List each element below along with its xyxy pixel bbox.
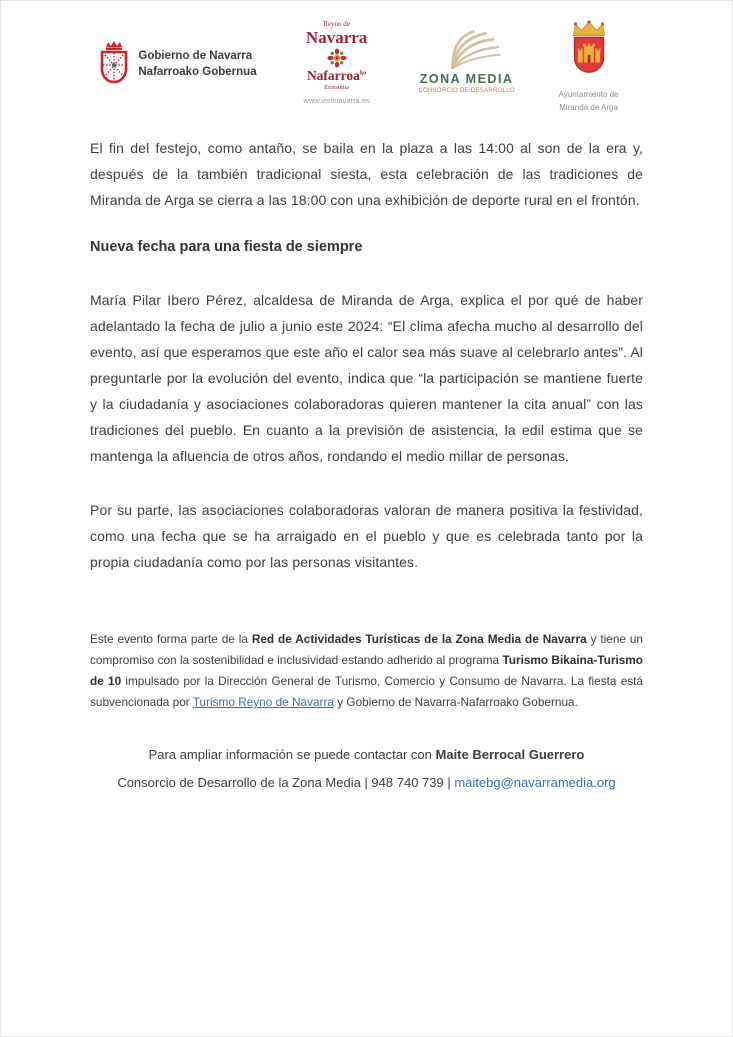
erresuma-label: Erresuma xyxy=(324,83,350,91)
nafarroa-wordmark xyxy=(283,69,391,83)
contact-line-2 xyxy=(90,775,643,790)
footnote-segment: y tiene un compromiso con la sostenibilidad e inclusividad estando adherido al programa xyxy=(90,632,643,667)
miranda-caption xyxy=(543,89,635,115)
nafarroa-suffix: ko xyxy=(359,70,367,77)
reyno-navarra-wordmark: Navarra xyxy=(305,28,368,47)
logo-ayuntamiento-miranda-de-arga xyxy=(543,19,635,115)
footnote-bold-turismo-bikaina: Turismo Bikaina-Turismo de 10 xyxy=(90,653,643,688)
gobierno-navarra-line1: Gobierno de Navarra xyxy=(138,49,253,62)
logo-zona-media xyxy=(417,29,517,94)
visitnavarra-url: www.visitnavarra.es xyxy=(303,96,370,105)
section-heading: Nueva fecha para una fiesta de siempre xyxy=(90,239,363,255)
consorcio-desarrollo-label: CONSORCIO DE DESARROLLO xyxy=(418,88,515,94)
footnote-segment: Este evento forma parte de la xyxy=(90,632,252,646)
paragraph-asociaciones: Por su parte, las asociaciones colaboradoras valoran de manera positiva la festividad, como una fecha que se ha arraigado en el pueblo y que es celebrada tanto por la propia ciudadanía como por las personas visitantes. xyxy=(90,502,643,570)
wheat-fan-icon xyxy=(433,56,501,73)
footnote-segment: impulsado por la Dirección General de Turismo, Comercio y Consumo de Navarra. La fiesta está subvencionada por xyxy=(90,674,643,709)
contact-email-link[interactable]: maitebg@navarramedia.org xyxy=(454,775,616,790)
header-logos xyxy=(1,1,732,121)
footnote-paragraph xyxy=(90,629,643,713)
rosette-icon xyxy=(327,48,347,68)
gobierno-navarra-shield-icon xyxy=(98,39,130,90)
contact-prefix: Para ampliar información se puede contactar con xyxy=(148,747,436,762)
contact-line-1 xyxy=(90,747,643,762)
paragraph-festejo: El fin del festejo, como antaño, se baila en la plaza a las 14:00 al son de la era y, después de la también tradicional siesta, esta celebración de las tradiciones de Miranda de Arga se cierra a las 18:00 con una exhibición de deporte rural en el frontón. xyxy=(90,140,643,208)
logo-gobierno-de-navarra xyxy=(98,39,256,90)
gobierno-navarra-wordmark xyxy=(138,49,256,80)
zona-media-wordmark: ZONA MEDIA xyxy=(419,72,514,86)
paragraph-alcaldesa: María Pilar Ibero Pérez, alcaldesa de Miranda de Arga, explica el por qué de haber adelantado la fecha de julio a junio este 2024: “El clima afecha mucho al desarrollo del evento, así que esperamos que este año el calor sea más suave al celebrarlo antes”. Al preguntarle por la evolución del evento, indica que “la participación se mantiene fuerte y la ciudadanía y asociaciones colaboradoras quieren mantener la cita anual” con las tradiciones del pueblo. En cuanto a la previsión de asistencia, la edil estima que se mantenga la afluencia de otros años, rondando el medio millar de personas. xyxy=(90,292,643,464)
gobierno-navarra-line2: Nafarroako Gobernua xyxy=(138,65,257,78)
footnote-bold-red-actividades: Red de Actividades Turísticas de la Zona Media de Navarra xyxy=(251,632,587,646)
miranda-caption-line1: Ayuntamiento de xyxy=(558,90,619,99)
contact-org-phone: Consorcio de Desarrollo de la Zona Media | 948 740 739 | xyxy=(117,775,455,790)
contact-person-name: Maite Berrocal Guerrero xyxy=(435,747,585,762)
turismo-reyno-navarra-link[interactable]: Turismo Reyno de Navarra xyxy=(192,695,334,709)
miranda-coat-of-arms-icon xyxy=(562,68,616,85)
logo-reyno-de-navarra xyxy=(283,21,391,105)
reyno-top-label: Reyno de xyxy=(323,20,350,28)
miranda-caption-line2: Miranda de Arga xyxy=(559,102,618,112)
document-content xyxy=(1,135,732,790)
nafarroa-text: Nafarroa xyxy=(306,68,360,83)
footnote-segment: y Gobierno de Navarra-Nafarroako Gobernua. xyxy=(333,695,578,709)
